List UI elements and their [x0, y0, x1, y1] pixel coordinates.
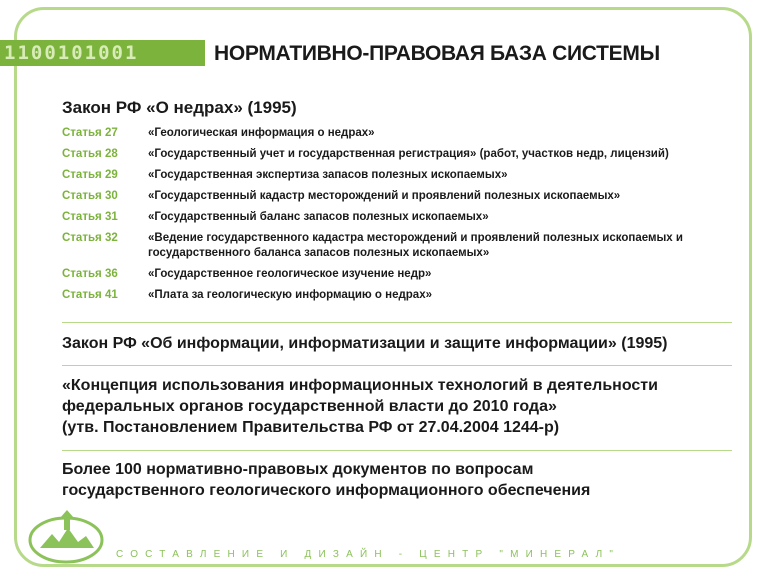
- article-number: Статья 29: [62, 169, 118, 181]
- article-text: «Плата за геологическую информацию о недрах»: [148, 289, 432, 301]
- article-text: «Геологическая информация о недрах»: [148, 127, 375, 139]
- section-divider: [62, 450, 732, 451]
- mineral-logo-icon: [26, 508, 106, 566]
- article-number: Статья 32: [62, 232, 118, 244]
- article-number: Статья 36: [62, 268, 118, 280]
- section-divider: [62, 365, 732, 366]
- article-text: «Государственная экспертиза запасов полезных ископаемых»: [148, 169, 508, 181]
- article-number: Статья 30: [62, 190, 118, 202]
- more-docs-line: Более 100 нормативно-правовых документов по вопросам: [62, 461, 534, 478]
- article-number: Статья 41: [62, 289, 118, 301]
- concept-block: [62, 375, 742, 438]
- binary-banner: 1100101001: [0, 40, 205, 66]
- article-text: «Государственный баланс запасов полезных ископаемых»: [148, 211, 489, 223]
- more-docs-line: государственного геологического информационного обеспечения: [62, 482, 591, 499]
- concept-line: федеральных органов государственной власти до 2010 года»: [62, 398, 557, 415]
- law-information-title: Закон РФ «Об информации, информатизации и защите информации» (1995): [62, 335, 668, 352]
- article-number: Статья 27: [62, 127, 118, 139]
- article-item: [62, 168, 742, 183]
- article-item: [62, 210, 742, 225]
- article-text: «Государственный кадастр месторождений и проявлений полезных ископаемых»: [148, 190, 621, 202]
- article-number: Статья 31: [62, 211, 118, 223]
- concept-line: «Концепция использования информационных технологий в деятельности: [62, 377, 658, 394]
- article-item: [62, 231, 742, 261]
- article-item: [62, 147, 742, 162]
- article-item: [62, 189, 742, 204]
- article-text: «Государственное геологическое изучение недр»: [148, 268, 432, 280]
- more-docs-block: [62, 459, 742, 501]
- article-item: [62, 267, 742, 282]
- article-text: «Ведение государственного кадастра месторождений и проявлений полезных ископаемых и государственного баланса запасов полезных ископаемых»: [148, 232, 683, 259]
- article-list: [62, 126, 742, 309]
- law-subsoil-title: Закон РФ «О недрах» (1995): [62, 98, 297, 117]
- concept-line: (утв. Постановлением Правительства РФ от 27.04.2004 1244-р): [62, 419, 560, 436]
- article-number: Статья 28: [62, 148, 118, 160]
- section-divider: [62, 322, 732, 323]
- article-item: [62, 126, 742, 141]
- footer-credit: СОСТАВЛЕНИЕ И ДИЗАЙН - ЦЕНТР "МИНЕРАЛ": [116, 549, 621, 560]
- article-text: «Государственный учет и государственная регистрация» (работ, участков недр, лицензий): [148, 148, 669, 160]
- article-item: [62, 288, 742, 303]
- page-title: НОРМАТИВНО-ПРАВОВАЯ БАЗА СИСТЕМЫ: [214, 42, 660, 65]
